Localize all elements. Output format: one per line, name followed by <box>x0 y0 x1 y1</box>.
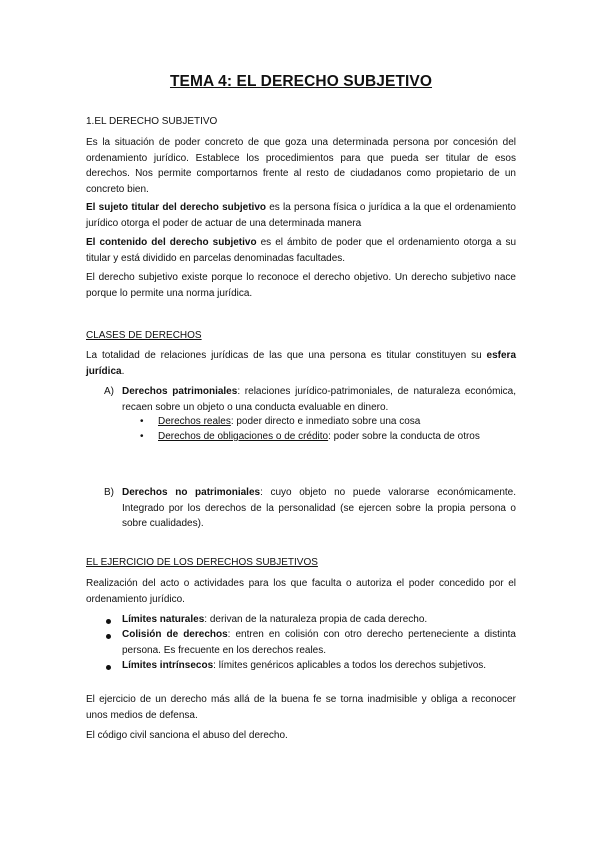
bold-term: El sujeto titular del derecho subjetivo <box>86 202 267 213</box>
underlined-term: Derechos de obligaciones o de crédito <box>158 431 329 442</box>
sublist-item-obligaciones <box>158 429 516 445</box>
sublist-item-reales <box>158 414 516 430</box>
paragraph-esfera-juridica <box>86 348 516 379</box>
bold-term: Colisión de derechos <box>122 629 228 640</box>
bullet-icon <box>106 634 111 639</box>
list-item-colision <box>122 627 516 658</box>
item-text: : poder directo e inmediato sobre una cosa <box>230 416 421 427</box>
paragraph-end: . <box>121 365 125 377</box>
paragraph-sujeto-titular <box>86 200 516 231</box>
bold-term: Derechos no patrimoniales <box>122 487 261 498</box>
list-marker-b: B) <box>104 487 114 498</box>
paragraph-text <box>86 235 516 266</box>
paragraph-start: La totalidad de relaciones jurídicas de las que una persona es titular constituyen su <box>86 350 487 361</box>
bold-term: Límites naturales <box>122 614 205 625</box>
underlined-term: Derechos reales <box>158 416 231 427</box>
paragraph-text: El derecho subjetivo existe porque lo reconoce el derecho objetivo. Un derecho subjetivo nace porque lo permite una norma jurídica. <box>86 272 516 299</box>
list-marker-a: A) <box>104 386 114 397</box>
list-item-limites-intrinsecos <box>122 658 516 674</box>
bullet-icon: • <box>140 431 144 442</box>
bullet-icon <box>106 619 111 624</box>
bold-term: Límites intrínsecos <box>122 660 214 671</box>
list-item-patrimoniales <box>122 384 516 415</box>
section-heading-ejercicio: EL EJERCICIO DE LOS DERECHOS SUBJETIVOS <box>86 557 318 568</box>
bold-term: El contenido del derecho subjetivo <box>86 237 257 248</box>
paragraph-rest: es el ámbito de poder que el ordenamiento otorga a su titular y está dividido en parcelas denominadas facultades. <box>86 237 517 264</box>
bold-term: esfera jurídica <box>86 350 516 377</box>
bullet-icon <box>106 665 111 670</box>
paragraph-text <box>86 348 516 379</box>
item-text: : entren en colisión con otro derecho perteneciente a distinta persona. Es frecuente en los derechos reales. <box>122 629 516 656</box>
paragraph-text: El ejercicio de un derecho más allá de la buena fe se torna inadmisible y obliga a reconocer unos medios de defensa. <box>86 694 516 721</box>
item-text: : relaciones jurídico-patrimoniales, de naturaleza económica, recaen sobre un objeto o una conducta evaluable en dinero. <box>122 386 517 413</box>
section-heading-derecho-subjetivo: 1.EL DERECHO SUBJETIVO <box>86 116 218 127</box>
item-text: : cuyo objeto no puede valorarse económicamente. Integrado por los derechos de la personalidad (se ejercen sobre la propia persona o sobre cualidades). <box>122 487 516 529</box>
paragraph-contenido <box>86 235 516 266</box>
paragraph-text <box>86 200 516 231</box>
list-item-no-patrimoniales <box>122 485 516 532</box>
paragraph-text: El código civil sanciona el abuso del derecho. <box>86 730 288 741</box>
paragraph-realizacion <box>86 576 516 607</box>
bold-term: Derechos patrimoniales <box>122 386 238 397</box>
paragraph-text: Es la situación de poder concreto de que goza una determinada persona por concesión del ordenamiento jurídico. Establece los procedimientos para que pueda ser titular de esos derechos. Nos permite comportarnos frente al resto de ciudadanos como propietario de un concreto bien. <box>86 137 516 195</box>
paragraph-codigo-civil <box>86 728 516 744</box>
paragraph-rest: es la persona física o jurídica a la que el ordenamiento jurídico otorga el poder de actuar de una determinada manera <box>86 202 516 229</box>
bullet-icon: • <box>140 416 144 427</box>
item-text: : límites genéricos aplicables a todos los derechos subjetivos. <box>213 660 487 671</box>
paragraph-buena-fe <box>86 692 516 723</box>
list-item-limites-naturales <box>122 612 516 628</box>
item-text: : poder sobre la conducta de otros <box>328 431 480 442</box>
page-title: TEMA 4: EL DERECHO SUBJETIVO <box>169 73 433 90</box>
section-heading-clases: CLASES DE DERECHOS <box>86 330 202 341</box>
item-text: : derivan de la naturaleza propia de cada derecho. <box>204 614 428 625</box>
paragraph-existe <box>86 270 516 301</box>
paragraph-definition <box>86 135 516 197</box>
paragraph-text: Realización del acto o actividades para los que faculta o autoriza el poder concedido por el ordenamiento jurídico. <box>86 578 516 605</box>
